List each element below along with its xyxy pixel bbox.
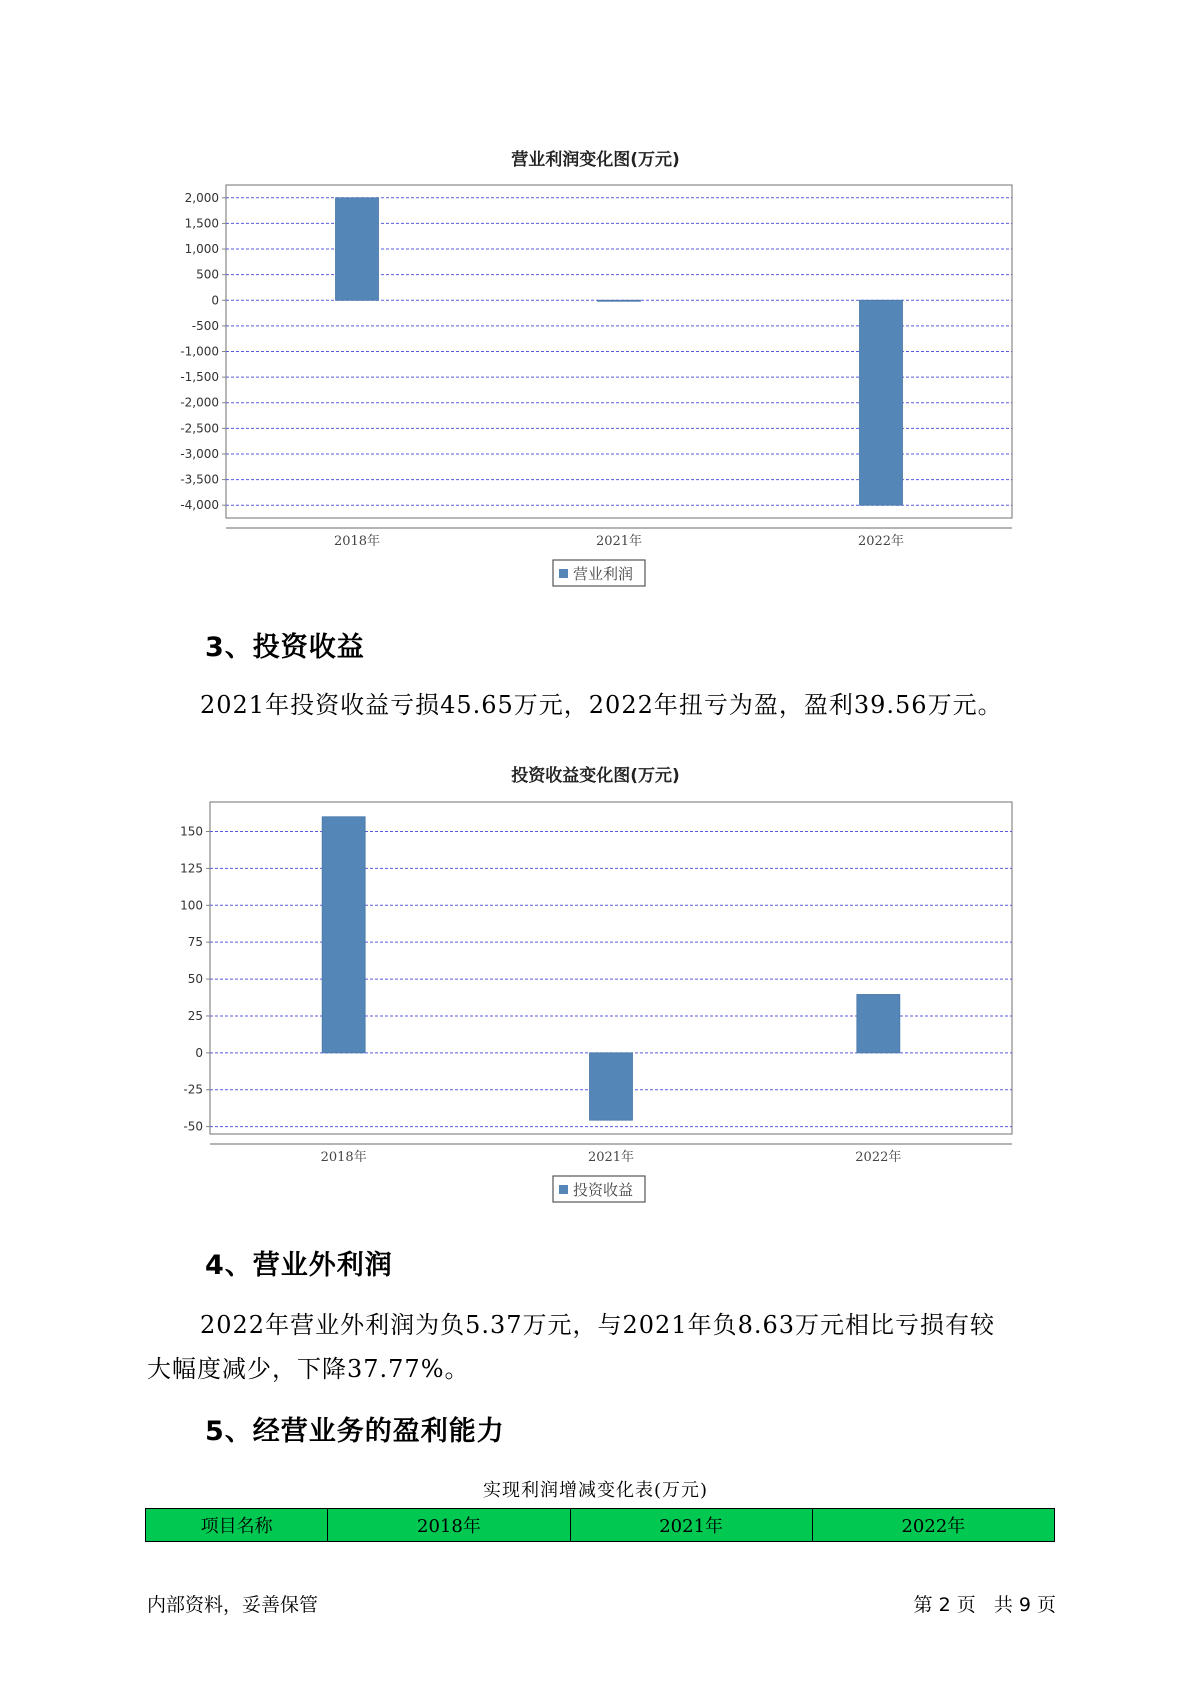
footer-confidential-note: 内部资料，妥善保管 xyxy=(147,1594,319,1616)
chart1-title: 营业利润变化图(万元) xyxy=(511,150,680,170)
table-header-row xyxy=(146,1509,1055,1542)
y-tick-label: 125 xyxy=(180,861,203,876)
y-tick-label: 500 xyxy=(196,267,219,282)
y-tick-label: -500 xyxy=(191,318,219,333)
legend xyxy=(553,560,645,586)
section4-line1: 2022年营业外利润为负5.37万元，与2021年负8.63万元相比亏损有较 xyxy=(200,1311,996,1339)
section4-line2: 大幅度减少，下降37.77%。 xyxy=(147,1355,470,1383)
y-tick-label: 0 xyxy=(195,1045,203,1060)
y-tick-label: -25 xyxy=(183,1082,203,1097)
bar xyxy=(598,300,641,301)
y-tick-label: 100 xyxy=(180,898,203,913)
y-tick-label: 50 xyxy=(187,972,203,987)
bar xyxy=(857,994,900,1052)
y-tick-label: -4,000 xyxy=(180,498,219,513)
table-caption: 实现利润增减变化表(万元) xyxy=(482,1480,709,1501)
chart2-title: 投资收益变化图(万元) xyxy=(511,766,680,786)
y-tick-label: -3,500 xyxy=(180,472,219,487)
x-tick-label: 2018年 xyxy=(333,534,381,549)
section3-heading: 3、投资收益 xyxy=(205,632,365,663)
x-tick-label: 2021年 xyxy=(595,534,643,549)
legend-label: 投资收益 xyxy=(573,1181,634,1199)
y-tick-label: 25 xyxy=(187,1008,203,1023)
table-header-cell: 2021年 xyxy=(570,1509,812,1542)
section3-text: 2021年投资收益亏损45.65万元，2022年扭亏为盈，盈利39.56万元。 xyxy=(200,691,1003,719)
table-header-cell: 项目名称 xyxy=(146,1509,328,1542)
table-header-cell: 2022年 xyxy=(812,1509,1054,1542)
y-tick-label: 1,000 xyxy=(184,242,219,257)
y-tick-label: -3,000 xyxy=(180,446,219,461)
x-tick-label: 2018年 xyxy=(320,1150,367,1165)
y-tick-label: -1,000 xyxy=(180,344,219,359)
bar xyxy=(336,198,379,300)
legend-swatch xyxy=(559,569,568,578)
x-tick-label: 2022年 xyxy=(855,1150,902,1165)
legend xyxy=(553,1176,645,1202)
table-header-cell: 2018年 xyxy=(328,1509,570,1542)
x-tick-label: 2021年 xyxy=(587,1150,635,1165)
bar xyxy=(590,1053,633,1120)
legend-label: 营业利润 xyxy=(573,565,634,583)
footer-page-number: 第 2 页 共 9 页 xyxy=(913,1594,1056,1616)
y-tick-label: 1,500 xyxy=(184,216,219,231)
bar xyxy=(860,300,903,505)
section4-heading: 4、营业外利润 xyxy=(205,1250,393,1281)
legend-swatch xyxy=(559,1185,568,1194)
profit-change-table xyxy=(145,1508,1055,1542)
operating-profit-chart xyxy=(0,170,1191,610)
y-tick-label: -2,000 xyxy=(180,395,219,410)
investment-income-chart xyxy=(0,790,1191,1230)
y-tick-label: -2,500 xyxy=(180,421,219,436)
y-tick-label: -1,500 xyxy=(180,370,219,385)
y-tick-label: 2,000 xyxy=(184,190,219,205)
bar xyxy=(322,817,365,1053)
section5-heading: 5、经营业务的盈利能力 xyxy=(205,1416,505,1447)
y-tick-label: 75 xyxy=(187,935,203,950)
y-tick-label: 150 xyxy=(180,824,203,839)
y-tick-label: 0 xyxy=(211,293,219,308)
y-tick-label: -50 xyxy=(183,1119,203,1134)
x-tick-label: 2022年 xyxy=(857,534,905,549)
